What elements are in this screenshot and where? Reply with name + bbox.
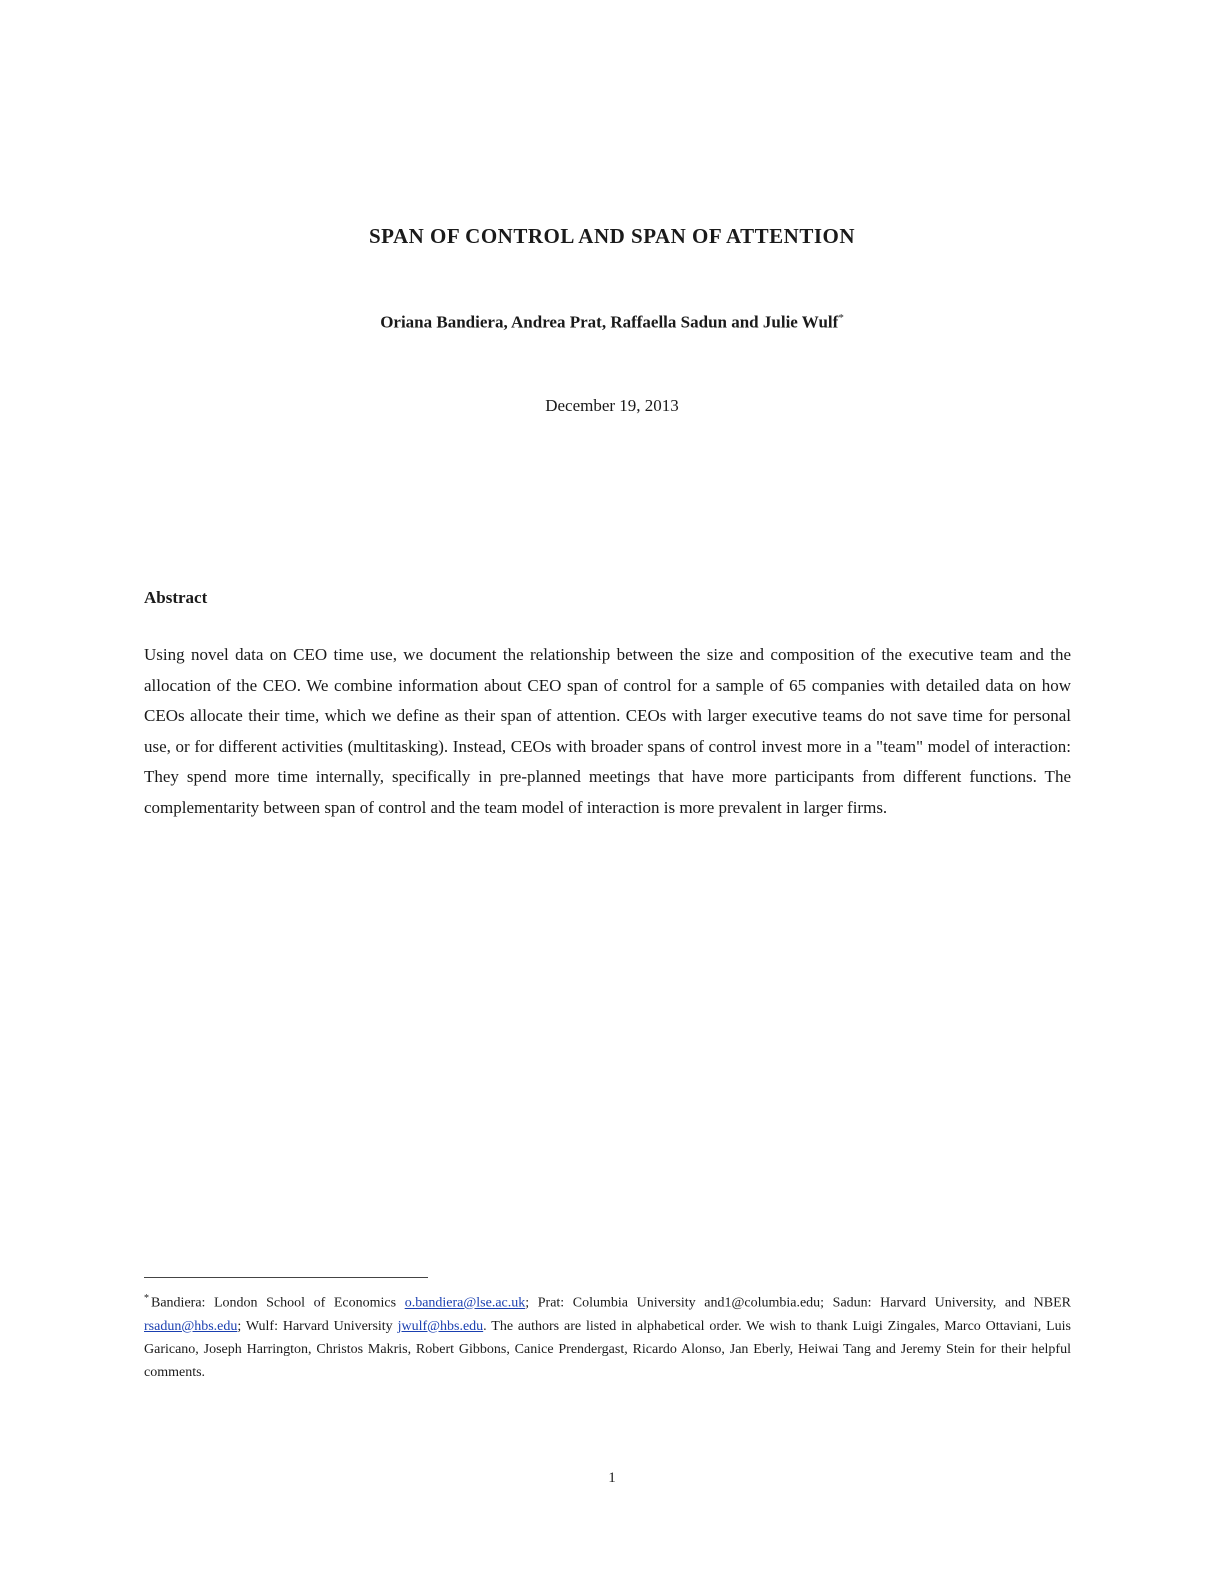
abstract-body: Using novel data on CEO time use, we document the relationship between the size and composition of the executive team and the allocation of the CEO. We combine information about CEO span of control for a sample of 65 companies with detailed data on how CEOs allocate their time, which we define as their span of attention. CEOs with larger executive teams do not save time for personal use, or for different activities (multitasking). Instead, CEOs with broader spans of control invest more in a "team" model of interaction: They spend more time internally, specifically in pre-planned meetings that have more participants from different functions. The complementarity between span of control and the team model of interaction is more prevalent in larger firms. [144,645,1071,817]
author-footnote-marker[interactable]: * [838,312,844,324]
footnote-text-2: ; Prat: Columbia University and1@columbia.edu; Sadun: Harvard University, and NBER [525,1295,1072,1311]
paper-date: December 19, 2013 [545,396,679,415]
email-link-wulf[interactable]: jwulf@hbs.edu [397,1318,484,1334]
footnote-divider [144,1277,428,1278]
footnote-text-4: . The authors are listed in alphabetical order. We wish to thank Luigi Zingales, Marco Ottaviani, Luis Garicano, Joseph Harrington, Christos Makris, Robert Gibbons, Canice Prendergast, Ricardo Alonso, Jan Eberly, Heiwai Tang and Jeremy Stein for their helpful comments. [144,1318,1071,1380]
footnote-marker: * [144,1293,149,1304]
paper-title: SPAN OF CONTROL AND SPAN OF ATTENTION [369,224,855,248]
abstract-heading: Abstract [144,588,208,607]
footnote-text-3: ; Wulf: Harvard University [237,1318,393,1334]
footnote-text-1: Bandiera: London School of Economics [151,1295,397,1311]
author-list [0,312,1224,333]
email-link-bandiera[interactable]: o.bandiera@lse.ac.uk [404,1295,526,1311]
authors-text: Oriana Bandiera, Andrea Prat, Raffaella Sadun and Julie Wulf [380,312,839,332]
email-link-sadun[interactable]: rsadun@hbs.edu [144,1318,238,1334]
page-number: 1 [608,1470,616,1486]
footnote [144,1287,1071,1384]
